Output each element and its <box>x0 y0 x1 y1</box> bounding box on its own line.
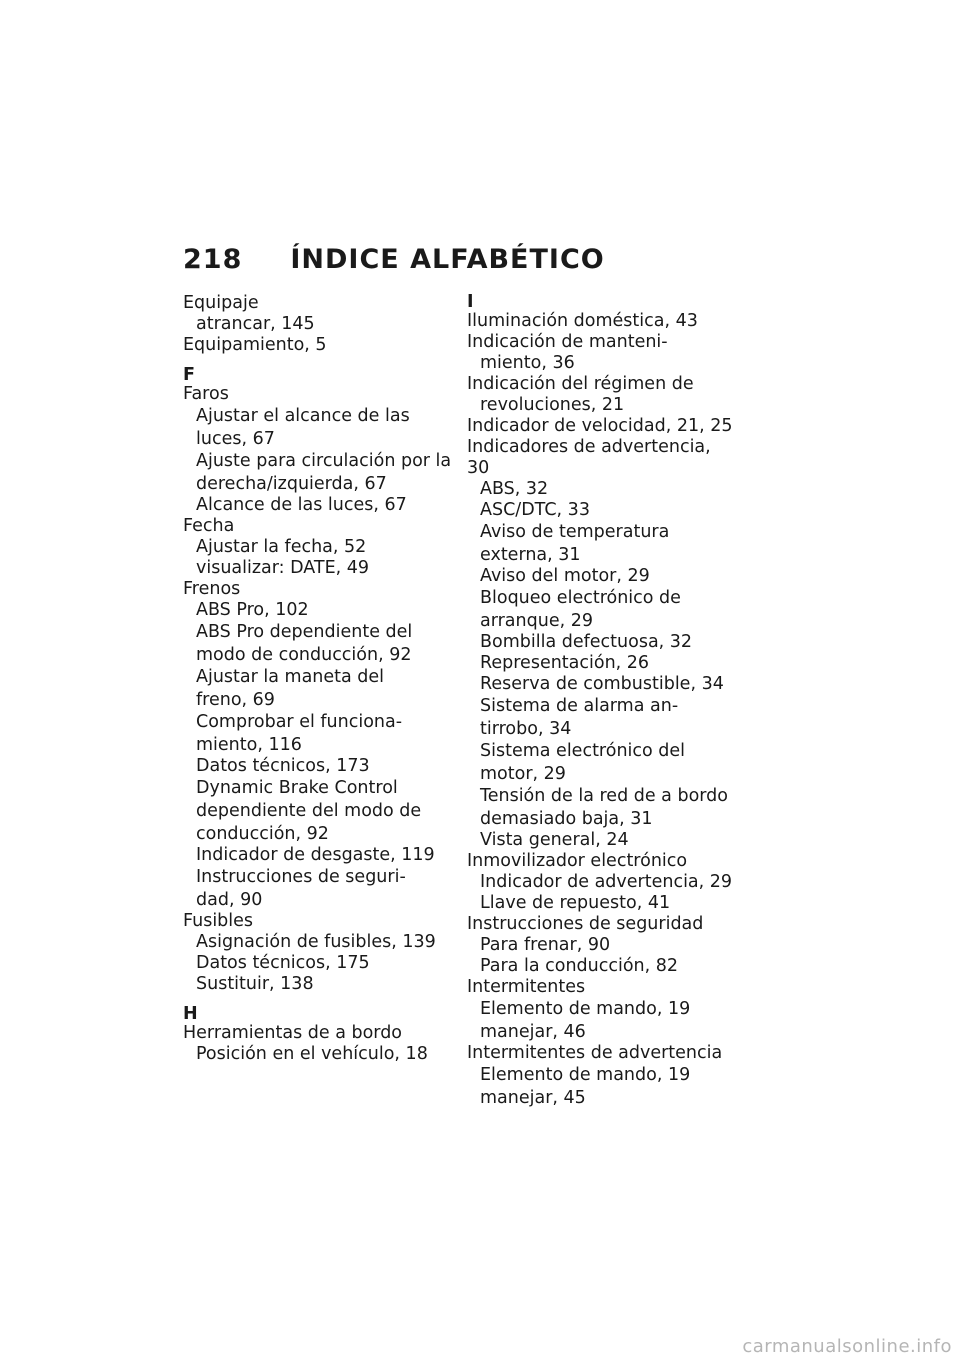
line-text: Intermitentes de advertencia <box>467 1043 723 1063</box>
line-text: Aviso de temperatura <box>480 522 670 542</box>
line-text: Indicador de desgaste, 119 <box>196 845 435 865</box>
index-term <box>183 516 453 537</box>
index-entry <box>467 311 737 332</box>
line-text: demasiado baja, 31 <box>480 809 653 829</box>
line-text: Fusibles <box>183 911 254 931</box>
line-text: revoluciones, 21 <box>480 395 625 415</box>
index-subentry <box>467 998 737 1043</box>
index-entry <box>467 1043 737 1109</box>
line-text: Ajustar la maneta del <box>196 667 385 687</box>
line-text: Datos técnicos, 173 <box>196 756 370 776</box>
line-text: Datos técnicos, 175 <box>196 953 370 973</box>
line-text: miento, 116 <box>196 735 302 755</box>
index-subentry <box>467 587 737 632</box>
line-text: Vista general, 24 <box>480 830 629 850</box>
line-text: Elemento de mando, 19 <box>480 1065 691 1085</box>
index-term <box>183 911 453 932</box>
index-entry <box>467 332 737 374</box>
line-text: arranque, 29 <box>480 611 593 631</box>
index-subentry <box>467 500 737 521</box>
index-subentry <box>183 600 453 621</box>
line-text: Comprobar el funciona- <box>196 712 403 732</box>
index-subentry <box>467 566 737 587</box>
line-text: Intermitentes <box>467 977 586 997</box>
watermark: carmanualsonline.info <box>742 1336 952 1357</box>
index-subentry <box>467 674 737 695</box>
index-subentry <box>183 405 453 450</box>
line-text: derecha/izquierda, 67 <box>196 474 387 494</box>
line-text: Asignación de fusibles, 139 <box>196 932 436 952</box>
index-subentry <box>183 495 453 516</box>
line-text: ABS, 32 <box>480 479 549 499</box>
index-subentry <box>183 558 453 579</box>
index-subentry <box>467 893 737 914</box>
index-subentry <box>183 756 453 777</box>
line-text: Ajuste para circulación por la <box>196 451 452 471</box>
line-text: ASC/DTC, 33 <box>480 500 590 520</box>
line-text: manejar, 45 <box>480 1088 586 1108</box>
index-term <box>467 851 737 872</box>
line-text: visualizar: DATE, 49 <box>196 558 370 578</box>
line-text: Equipaje <box>183 293 259 313</box>
index-subentry <box>467 653 737 674</box>
index-subentry <box>467 785 737 830</box>
index-section <box>467 293 737 1109</box>
line-text: motor, 29 <box>480 764 566 784</box>
line-text: Iluminación doméstica, 43 <box>467 311 698 331</box>
line-text: Sistema de alarma an- <box>480 696 679 716</box>
index-entry <box>467 374 737 416</box>
index-subentry <box>183 1044 453 1065</box>
index-entry <box>467 851 737 914</box>
index-entry <box>183 911 453 995</box>
index-entry <box>183 293 453 335</box>
line-text: Equipamiento, 5 <box>183 335 327 355</box>
line-text: Para la conducción, 82 <box>480 956 679 976</box>
index-section <box>183 293 453 356</box>
index-subentry <box>183 953 453 974</box>
index-subentry <box>467 872 737 893</box>
index-subentry <box>183 314 453 335</box>
index-entry <box>183 516 453 579</box>
index-subentry <box>467 935 737 956</box>
section-letter: I <box>467 292 474 312</box>
index-entry <box>183 384 453 516</box>
index-subentry <box>183 974 453 995</box>
line-text: ABS Pro dependiente del <box>196 622 413 642</box>
line-text: Inmovilizador electrónico <box>467 851 688 871</box>
line-text: Dynamic Brake Control <box>196 778 398 798</box>
index-term <box>467 416 737 437</box>
line-text: Bombilla defectuosa, 32 <box>480 632 693 652</box>
index-column-left <box>183 293 453 1065</box>
index-term <box>467 914 737 935</box>
index-term <box>183 1023 453 1044</box>
line-text: Indicación del régimen de <box>467 374 694 394</box>
line-text: Faros <box>183 384 229 404</box>
index-subentry <box>183 621 453 666</box>
index-column-right <box>467 293 737 1109</box>
section-letter: H <box>183 1004 198 1024</box>
line-text: Indicador de advertencia, 29 <box>480 872 733 892</box>
line-text: externa, 31 <box>480 545 581 565</box>
line-text: conducción, 92 <box>196 824 329 844</box>
line-text: manejar, 46 <box>480 1022 586 1042</box>
line-text: Aviso del motor, 29 <box>480 566 650 586</box>
index-subentry <box>467 695 737 740</box>
index-term <box>467 977 737 998</box>
index-subentry <box>183 777 453 845</box>
line-text: Representación, 26 <box>480 653 650 673</box>
index-term <box>183 293 453 314</box>
line-text: Posición en el vehículo, 18 <box>196 1044 428 1064</box>
section-letter: F <box>183 365 195 385</box>
line-text: Indicador de velocidad, 21, 25 <box>467 416 733 436</box>
index-term <box>183 335 453 356</box>
line-text: tirrobo, 34 <box>480 719 572 739</box>
index-term <box>467 332 737 374</box>
index-subentry <box>467 521 737 566</box>
index-subentry <box>467 1064 737 1109</box>
index-term <box>467 437 737 479</box>
index-term <box>467 1043 737 1064</box>
index-term <box>467 311 737 332</box>
index-entry <box>467 977 737 1043</box>
line-text: Sustituir, 138 <box>196 974 314 994</box>
line-text: dad, 90 <box>196 890 263 910</box>
line-text: Alcance de las luces, 67 <box>196 495 407 515</box>
line-text: Indicación de manteni- <box>467 332 668 352</box>
index-subentry <box>467 830 737 851</box>
index-subentry <box>467 740 737 785</box>
line-text: Indicadores de advertencia, 30 <box>467 437 711 478</box>
index-subentry <box>183 711 453 756</box>
index-term <box>183 384 453 405</box>
line-text: miento, 36 <box>480 353 575 373</box>
index-subentry <box>183 845 453 866</box>
index-subentry <box>183 450 453 495</box>
line-text: Instrucciones de seguridad <box>467 914 704 934</box>
index-term <box>183 579 453 600</box>
index-subentry <box>467 956 737 977</box>
line-text: atrancar, 145 <box>196 314 315 334</box>
line-text: Elemento de mando, 19 <box>480 999 691 1019</box>
index-subentry <box>467 632 737 653</box>
page-header <box>183 244 605 275</box>
index-entry <box>467 416 737 437</box>
line-text: modo de conducción, 92 <box>196 645 412 665</box>
index-entry <box>183 335 453 356</box>
index-subentry <box>183 537 453 558</box>
line-text: Sistema electrónico del <box>480 741 686 761</box>
line-text: freno, 69 <box>196 690 275 710</box>
index-subentry <box>183 866 453 911</box>
page-title: ÍNDICE ALFABÉTICO <box>290 244 605 275</box>
line-text: Herramientas de a bordo <box>183 1023 403 1043</box>
line-text: ABS Pro, 102 <box>196 600 309 620</box>
index-entry <box>183 579 453 911</box>
index-section <box>183 366 453 995</box>
line-text: Para frenar, 90 <box>480 935 611 955</box>
line-text: Tensión de la red de a bordo <box>480 786 728 806</box>
line-text: luces, 67 <box>196 429 275 449</box>
line-text: Fecha <box>183 516 235 536</box>
line-text: Llave de repuesto, 41 <box>480 893 671 913</box>
index-term <box>467 374 737 416</box>
index-subentry <box>183 666 453 711</box>
line-text: Reserva de combustible, 34 <box>480 674 724 694</box>
line-text: Ajustar la fecha, 52 <box>196 537 367 557</box>
line-text: Instrucciones de seguri- <box>196 867 406 887</box>
line-text: Ajustar el alcance de las <box>196 406 410 426</box>
index-entry <box>467 914 737 977</box>
line-text: Frenos <box>183 579 241 599</box>
index-subentry <box>467 479 737 500</box>
index-entry <box>467 437 737 851</box>
index-entry <box>183 1023 453 1065</box>
line-text: Bloqueo electrónico de <box>480 588 681 608</box>
index-section <box>183 1005 453 1065</box>
page-number: 218 <box>183 244 243 275</box>
index-subentry <box>183 932 453 953</box>
line-text: dependiente del modo de <box>196 801 422 821</box>
